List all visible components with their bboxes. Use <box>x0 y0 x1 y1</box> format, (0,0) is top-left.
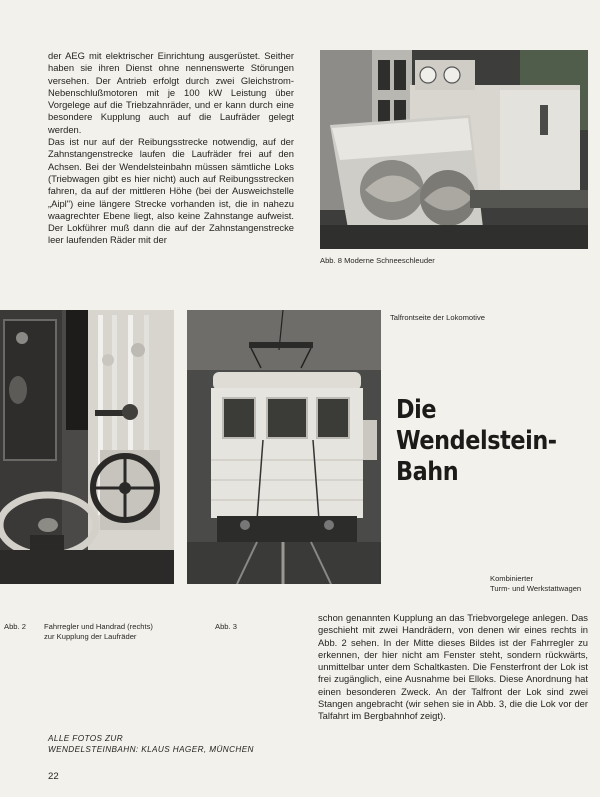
photo-credit-line-2: WENDELSTEINBAHN: KLAUS HAGER, MÜNCHEN <box>48 745 254 754</box>
talfront-caption: Talfrontseite der Lokomotive <box>390 313 485 322</box>
bottom-text-column: schon genannten Kupplung an das Triebvorgelege anlegen. Das geschieht mit zwei Handrädern, von denen wir eines rechts in Abb. 2 sehen. In der Mitte dieses Bildes ist der Fahrregler zu erkennen, der hier nicht am Fenster steht, sondern rückwärts, unmittelbar unter dem Schaltkasten. Die Fensterfront der Lok ist frei zugänglich, eine Ausnahme bei Elloks. Diese Anordnung hat einen besonderen Zweck. An der Talfront der Lok sind zwei Stangen angebracht (wir sehen sie in Abb. 3, die die Lok vor der Talfahrt im Bergbahnhof zeigt). <box>318 612 588 722</box>
headline-line-1: Die <box>396 395 437 425</box>
article-headline <box>396 395 557 488</box>
locomotive-front-photo <box>187 310 381 584</box>
top-text-column <box>48 50 294 247</box>
figure-2-caption <box>44 622 184 642</box>
figure-8-caption: Abb. 8 Moderne Schneeschleuder <box>320 256 435 265</box>
snow-blower-photo <box>320 50 588 249</box>
combined-wagon-caption <box>490 574 581 594</box>
page-number: 22 <box>48 771 59 782</box>
figure-2-caption-line-1: Fahrregler und Handrad (rechts) <box>44 622 153 631</box>
figure-2-caption-line-2: zur Kupplung der Laufräder <box>44 632 137 641</box>
figure-2-number: Abb. 2 <box>4 622 26 631</box>
headline-line-2: Wendelstein- <box>396 426 557 456</box>
photo-credit-line-1: ALLE FOTOS ZUR <box>48 734 124 743</box>
figure-3-number: Abb. 3 <box>215 622 237 631</box>
top-paragraph-2: Das ist nur auf der Reibungsstrecke notwendig, auf der Zahnstangenstrecke laufen die Laufräder frei auf den Achsen. Bei der Wendelsteinbahn müssen sämtliche Loks (Triebwagen gibt es hier nicht) auch auf Reibungsstrecken fahren, da auf der mittleren Höhe (bei der Ausweichstelle „Aipl") eine längere Strecke vorhanden ist, die in nahezu waagrechter Ebene liegt, also keine Zahnstange aufweist. Der Lokführer muß dann die auf der Zahnstangenstrecke leer laufenden Räder mit der <box>48 136 294 246</box>
combined-wagon-caption-line-1: Kombinierter <box>490 574 534 583</box>
cab-interior-photo <box>0 310 174 584</box>
top-paragraph-1: der AEG mit elektrischer Einrichtung ausgerüstet. Seither haben sie ihren Dienst ohne nennenswerte Störungen versehen. Der Antrieb erfolgt durch zwei Gleichstrom-Nebenschlußmotoren mit je 100 kW Leistung über Vorgelege auf die Triebzahnräder, und er kann durch eine besondere Kupplung auch auf die Laufräder gelegt werden. <box>48 50 294 135</box>
headline-line-3: Bahn <box>396 457 459 487</box>
photo-credit <box>48 733 254 755</box>
combined-wagon-caption-line-2: Turm- und Werkstattwagen <box>490 584 582 593</box>
